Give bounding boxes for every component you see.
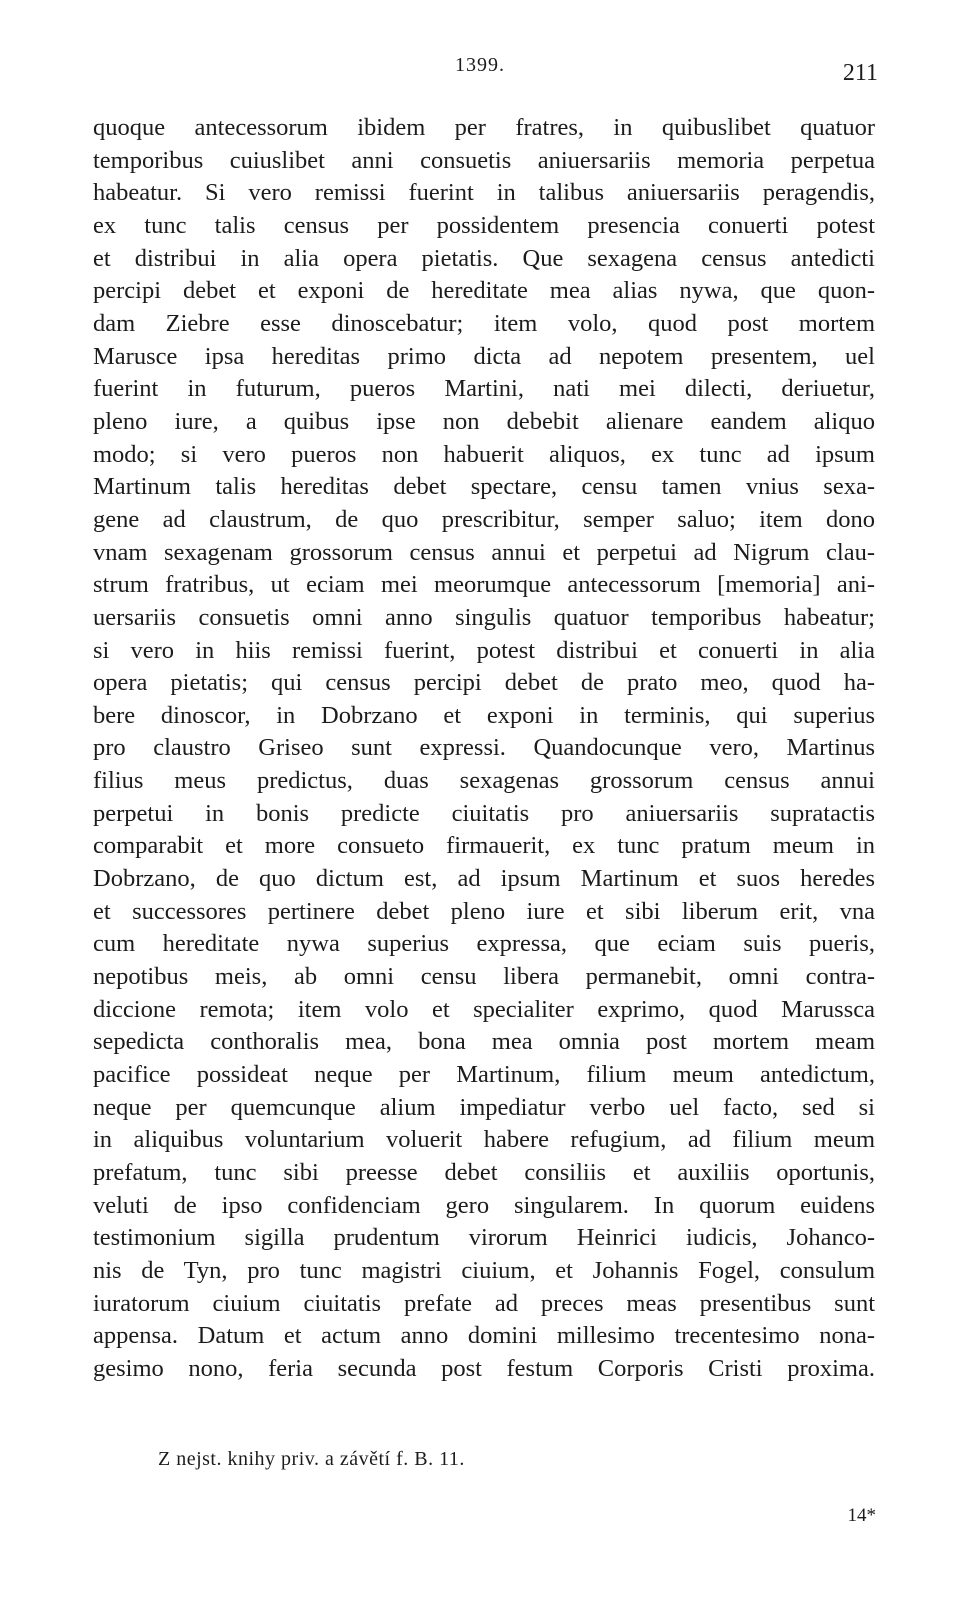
text-line: dam Ziebre esse dinoscebatur; item volo, quod post mortem — [93, 309, 875, 337]
text-line: et successores pertinere debet pleno iure et sibi liberum erit, vna — [93, 897, 875, 925]
text-line: bere dinoscor, in Dobrzano et exponi in terminis, qui superius — [93, 701, 875, 729]
text-line: Martinum talis hereditas debet spectare, censu tamen vnius sexa- — [93, 473, 875, 501]
text-line: veluti de ipso confidenciam gero singularem. In quorum euidens — [93, 1191, 875, 1219]
text-line: neque per quemcunque alium impediatur verbo uel facto, sed si — [93, 1093, 875, 1121]
page-number: 211 — [842, 60, 878, 86]
text-line: gene ad claustrum, de quo prescribitur, semper saluo; item dono — [93, 505, 875, 533]
text-line: quoque antecessorum ibidem per fratres, in quibuslibet quatuor — [93, 114, 875, 141]
source-note: Z nejst. knihy priv. a závětí f. B. 11. — [158, 1448, 465, 1470]
text-line: pleno iure, a quibus ipse non debebit alienare eandem aliquo — [93, 407, 875, 435]
text-line: nis de Tyn, pro tunc magistri ciuium, et Johannis Fogel, consulum — [93, 1256, 875, 1284]
text-line: Dobrzano, de quo dictum est, ad ipsum Martinum et suos heredes — [93, 865, 875, 893]
text-line: pro claustro Griseo sunt expressi. Quandocunque vero, Martinus — [93, 734, 875, 762]
text-line: si vero in hiis remissi fuerint, potest distribui et conuerti in alia — [93, 636, 875, 664]
text-line: pacifice possideat neque per Martinum, filium meum antedictum, — [93, 1061, 875, 1089]
text-line: temporibus cuiuslibet anni consuetis aniuersariis memoria perpetua — [93, 146, 875, 174]
running-head-year: 1399. — [455, 54, 505, 76]
body-text — [93, 112, 875, 1386]
text-line: vnam sexagenam grossorum census annui et perpetui ad Nigrum clau- — [93, 538, 875, 566]
text-line: cum hereditate nywa superius expressa, que eciam suis pueris, — [93, 930, 875, 958]
text-line: iuratorum ciuium ciuitatis prefate ad preces meas presentibus sunt — [93, 1289, 875, 1317]
text-line: filius meus predictus, duas sexagenas grossorum census annui — [93, 767, 875, 795]
text-line: prefatum, tunc sibi preesse debet consiliis et auxiliis oportunis, — [93, 1159, 875, 1186]
text-line: diccione remota; item volo et specialiter exprimo, quod Marussca — [93, 995, 875, 1023]
text-line: uersariis consuetis omni anno singulis quatuor temporibus habeatur; — [93, 603, 875, 631]
text-line: sepedicta conthoralis mea, bona mea omnia post mortem meam — [93, 1028, 875, 1056]
text-line: opera pietatis; qui census percipi debet de prato meo, quod ha- — [93, 669, 875, 697]
text-line: fuerint in futurum, pueros Martini, nati mei dilecti, deriuetur, — [93, 375, 875, 403]
text-line: gesimo nono, feria secunda post festum Corporis Cristi proxima. — [93, 1354, 875, 1382]
text-line: habeatur. Si vero remissi fuerint in talibus aniuersariis peragendis, — [93, 179, 875, 207]
text-line: et distribui in alia opera pietatis. Que sexagena census antedicti — [93, 244, 875, 272]
text-line: perpetui in bonis predicte ciuitatis pro aniuersariis supratactis — [93, 799, 875, 827]
signature-mark: 14* — [847, 1505, 876, 1526]
text-line: testimonium sigilla prudentum virorum Heinrici iudicis, Johanco- — [93, 1224, 875, 1252]
text-line: Marusce ipsa hereditas primo dicta ad nepotem presentem, uel — [93, 342, 875, 370]
text-line: percipi debet et exponi de hereditate mea alias nywa, que quon- — [93, 277, 875, 305]
text-line: strum fratribus, ut eciam mei meorumque antecessorum [memoria] ani- — [93, 571, 875, 599]
text-line: ex tunc talis census per possidentem presencia conuerti potest — [93, 211, 875, 239]
text-line: modo; si vero pueros non habuerit aliquos, ex tunc ad ipsum — [93, 440, 875, 468]
text-line: nepotibus meis, ab omni censu libera permanebit, omni contra- — [93, 963, 875, 991]
text-line: comparabit et more consueto firmauerit, ex tunc pratum meum in — [93, 832, 875, 860]
text-line: in aliquibus voluntarium voluerit habere refugium, ad filium meum — [93, 1126, 875, 1154]
text-line: appensa. Datum et actum anno domini millesimo trecentesimo nona- — [93, 1322, 875, 1350]
